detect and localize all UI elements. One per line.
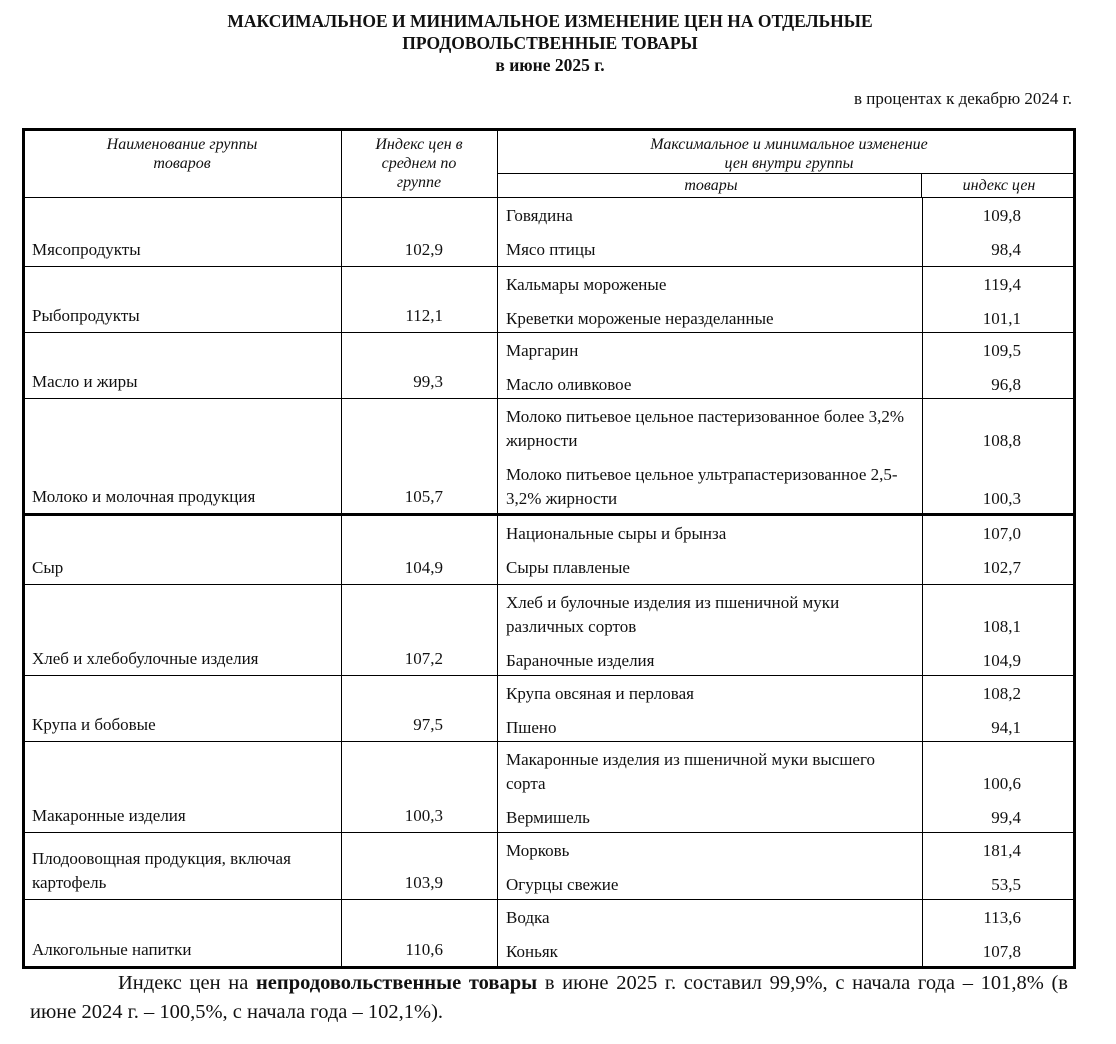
group-name: Масло и жиры [32,372,138,391]
document-title [0,10,1100,76]
group-index: 99,3 [341,333,497,398]
group-index: 112,1 [341,267,497,332]
item-name: Креветки мороженые неразделанные [506,309,774,328]
table-row [25,399,1073,516]
item-row [498,710,1073,744]
item-index: 113,6 [922,900,1073,934]
item-name: Коньяк [506,942,558,961]
item-name: Огурцы свежие [506,875,619,894]
item-index: 119,4 [922,267,1073,301]
header-index: индекс цен [962,177,1036,194]
title-line-1: МАКСИМАЛЬНОЕ И МИНИМАЛЬНОЕ ИЗМЕНЕНИЕ ЦЕН НА ОТДЕЛЬНЫЕ [227,11,873,31]
item-row [498,934,1073,968]
group-index: 104,9 [341,516,497,584]
item-row [498,900,1073,934]
table-row [25,676,1073,742]
item-row [498,867,1073,901]
item-index: 100,6 [922,742,1073,800]
item-index: 108,1 [922,585,1073,643]
group-name: Мясопродукты [32,240,141,259]
item-name: Морковь [506,841,570,860]
group-name: Рыбопродукты [32,306,140,325]
item-name: Молоко питьевое цельное ультрапастеризованное 2,5-3,2% жирности [506,465,898,508]
header-goods: товары [684,177,738,194]
group-items [497,399,1073,513]
item-row [498,516,1073,550]
group-items [497,742,1073,832]
item-index: 96,8 [922,367,1073,401]
item-index: 53,5 [922,867,1073,901]
item-name: Мясо птицы [506,240,596,259]
group-name: Молоко и молочная продукция [32,487,256,506]
group-index: 103,9 [341,833,497,899]
item-row [498,301,1073,335]
header-range: Максимальное и минимальное изменение цен внутри группы [650,136,928,172]
item-row [498,367,1073,401]
header-group-index: Индекс цен в среднем по группе [375,136,463,191]
table-row [25,900,1073,966]
group-index: 110,6 [341,900,497,966]
group-name: Плодоовощная продукция, включая картофель [32,849,291,892]
item-name: Хлеб и булочные изделия из пшеничной муки различных сортов [506,593,840,636]
group-index: 100,3 [341,742,497,832]
item-row [498,399,1073,457]
item-index: 99,4 [922,800,1073,834]
group-items [497,900,1073,966]
price-change-table [22,128,1076,969]
group-index: 107,2 [341,585,497,675]
note-text-2: в июне 2025 г. составил 99,9%, с начала года – 101,8% (в июне 2024 г. – 100,5%, с начала года – 102,1%). [30,972,1068,1023]
item-index: 100,3 [922,457,1073,515]
item-name: Национальные сыры и брынза [506,524,727,543]
item-row [498,457,1073,515]
group-items [497,516,1073,584]
note-text-1: Индекс цен на [118,972,256,994]
item-row [498,800,1073,834]
group-items [497,267,1073,332]
table-row [25,198,1073,267]
item-row [498,333,1073,367]
item-row [498,643,1073,677]
table-header [25,131,1073,198]
item-index: 104,9 [922,643,1073,677]
item-row [498,232,1073,266]
table-row [25,267,1073,333]
item-row [498,198,1073,232]
table-row [25,833,1073,900]
item-name: Крупа овсяная и перловая [506,684,694,703]
group-name: Алкогольные напитки [32,940,192,959]
item-row [498,585,1073,643]
item-row [498,267,1073,301]
item-name: Макаронные изделия из пшеничной муки высшего сорта [506,750,876,793]
item-name: Говядина [506,206,573,225]
item-row [498,742,1073,800]
item-name: Бараночные изделия [506,651,655,670]
item-index: 107,8 [922,934,1073,968]
group-index: 97,5 [341,676,497,741]
group-items [497,833,1073,899]
group-items [497,198,1073,266]
item-name: Кальмары мороженые [506,275,667,294]
item-index: 108,2 [922,676,1073,710]
item-index: 94,1 [922,710,1073,744]
nonfood-note [30,969,1068,1027]
table-body [25,198,1073,966]
table-row [25,516,1073,585]
item-index: 98,4 [922,232,1073,266]
group-index: 102,9 [341,198,497,266]
group-name: Сыр [32,558,64,577]
item-name: Водка [506,908,550,927]
table-row [25,333,1073,399]
header-group-name: Наименование группы товаров [106,136,258,172]
item-name: Пшено [506,718,557,737]
item-name: Маргарин [506,341,579,360]
table-row [25,742,1073,833]
note-bold: непродовольственные товары [255,972,538,994]
units-caption: в процентах к декабрю 2024 г. [854,89,1072,108]
item-index: 107,0 [922,516,1073,550]
item-name: Масло оливковое [506,375,632,394]
item-name: Вермишель [506,808,590,827]
item-row [498,550,1073,584]
title-line-2: ПРОДОВОЛЬСТВЕННЫЕ ТОВАРЫ [402,33,698,53]
header-divider [497,131,498,197]
group-name: Макаронные изделия [32,806,186,825]
item-row [498,833,1073,867]
table-row [25,585,1073,676]
header-divider [497,173,1073,174]
group-name: Хлеб и хлебобулочные изделия [32,649,259,668]
title-line-3: в июне 2025 г. [495,55,605,75]
item-index: 181,4 [922,833,1073,867]
item-name: Молоко питьевое цельное пастеризованное более 3,2% жирности [506,407,904,450]
item-index: 109,5 [922,333,1073,367]
group-items [497,333,1073,398]
item-row [498,676,1073,710]
group-name: Крупа и бобовые [32,715,156,734]
group-items [497,676,1073,741]
item-index: 108,8 [922,399,1073,457]
item-name: Сыры плавленые [506,558,630,577]
group-index: 105,7 [341,399,497,513]
item-index: 102,7 [922,550,1073,584]
item-index: 109,8 [922,198,1073,232]
group-items [497,585,1073,675]
item-index: 101,1 [922,301,1073,335]
